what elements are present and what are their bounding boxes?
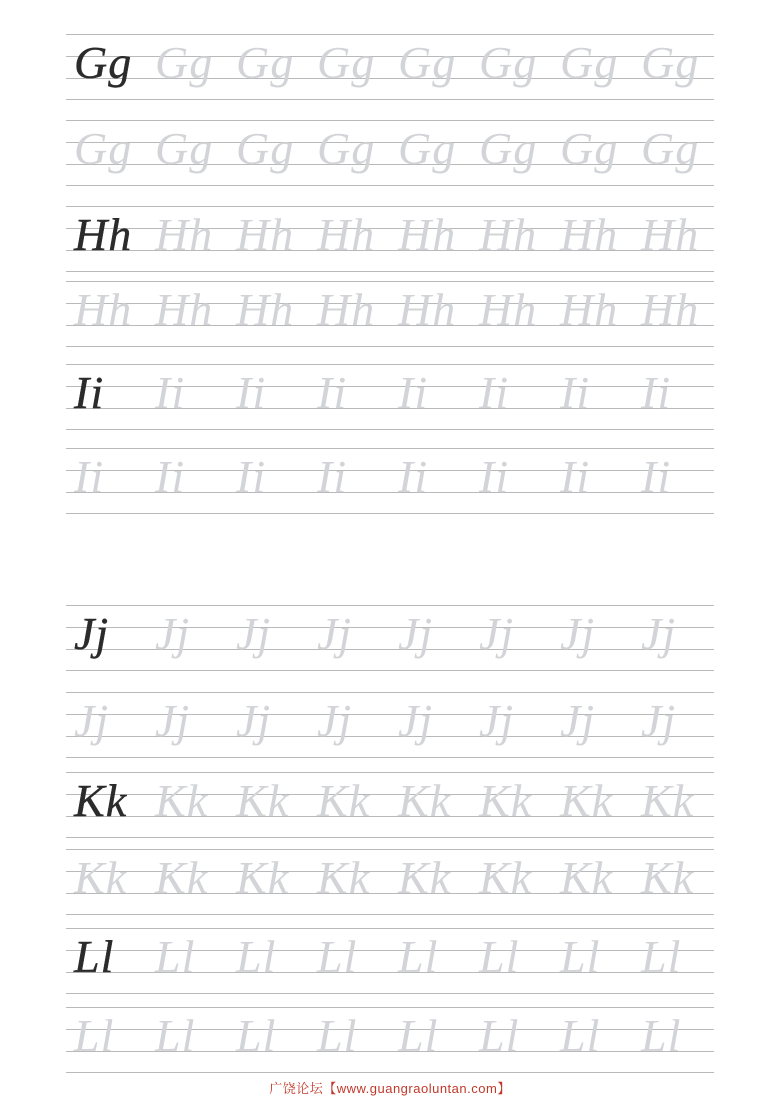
uppercase-letter: L [74,1010,101,1061]
lowercase-letter: g [270,37,295,88]
lowercase-letter: i [90,451,105,502]
lowercase-letter: i [576,367,591,418]
lowercase-letter: l [181,1010,196,1061]
lowercase-letter: k [186,775,209,826]
four-line-staff [66,605,714,671]
lowercase-letter: k [186,852,209,903]
lowercase-letter: h [108,209,133,260]
uppercase-letter: L [479,1010,506,1061]
uppercase-letter: G [641,123,676,174]
lowercase-letter: g [513,123,538,174]
lowercase-letter: k [510,775,533,826]
uppercase-letter: G [317,37,352,88]
lowercase-letter: k [267,775,290,826]
staff-line [66,364,714,365]
lowercase-letter: l [424,1010,439,1061]
lowercase-letter: g [270,123,295,174]
uppercase-letter: K [155,852,187,903]
uppercase-letter: J [479,695,501,746]
lowercase-letter: j [662,695,677,746]
uppercase-letter: J [641,608,663,659]
staff-line [66,1051,714,1052]
uppercase-letter: K [236,852,268,903]
uppercase-letter: G [479,123,514,174]
lowercase-letter: g [513,37,538,88]
lowercase-letter: h [513,284,538,335]
lowercase-letter: l [181,931,196,982]
lowercase-letter: h [675,284,700,335]
staff-line [66,950,714,951]
staff-line [66,627,714,628]
uppercase-letter: H [398,284,433,335]
uppercase-letter: H [74,284,109,335]
staff-line [66,1007,714,1008]
lowercase-letter: h [432,284,457,335]
lowercase-letter: g [351,123,376,174]
uppercase-letter: H [641,209,676,260]
uppercase-letter: I [317,367,334,418]
uppercase-letter: H [317,209,352,260]
staff-line [66,470,714,471]
staff-line [66,78,714,79]
lowercase-letter: j [95,695,110,746]
staff-line [66,56,714,57]
uppercase-letter: L [155,931,182,982]
uppercase-letter: G [155,123,190,174]
lowercase-letter: l [100,931,115,982]
uppercase-letter: I [74,451,91,502]
uppercase-letter: I [641,367,658,418]
four-line-staff [66,849,714,915]
staff-line [66,757,714,758]
uppercase-letter: I [398,367,415,418]
staff-line [66,271,714,272]
uppercase-letter: K [74,775,106,826]
lowercase-letter: j [419,695,434,746]
uppercase-letter: J [479,608,501,659]
lowercase-letter: l [262,1010,277,1061]
staff-line [66,34,714,35]
uppercase-letter: L [641,931,668,982]
lowercase-letter: l [343,931,358,982]
lowercase-letter: l [505,1010,520,1061]
lowercase-letter: l [505,931,520,982]
uppercase-letter: G [74,37,109,88]
uppercase-letter: L [74,931,101,982]
staff-line [66,1029,714,1030]
lowercase-letter: h [351,284,376,335]
lowercase-letter: k [267,852,290,903]
lowercase-letter: j [338,608,353,659]
uppercase-letter: H [560,284,595,335]
uppercase-letter: G [479,37,514,88]
lowercase-letter: k [348,775,371,826]
practice-row [66,1007,714,1073]
lowercase-letter: k [510,852,533,903]
staff-line [66,448,714,449]
uppercase-letter: H [479,209,514,260]
staff-line [66,513,714,514]
lowercase-letter: j [338,695,353,746]
uppercase-letter: G [236,123,271,174]
lowercase-letter: g [594,37,619,88]
uppercase-letter: J [317,608,339,659]
lowercase-letter: h [189,284,214,335]
uppercase-letter: I [641,451,658,502]
lowercase-letter: g [594,123,619,174]
uppercase-letter: I [155,367,172,418]
four-line-staff [66,206,714,272]
footer-watermark [0,1078,780,1097]
lowercase-letter: j [176,695,191,746]
uppercase-letter: G [155,37,190,88]
uppercase-letter: J [74,695,96,746]
staff-line [66,1072,714,1073]
uppercase-letter: L [479,931,506,982]
staff-line [66,849,714,850]
uppercase-letter: L [317,931,344,982]
lowercase-letter: j [176,608,191,659]
staff-line [66,670,714,671]
lowercase-letter: k [672,775,695,826]
lowercase-letter: i [495,367,510,418]
lowercase-letter: i [252,367,267,418]
lowercase-letter: g [351,37,376,88]
staff-line [66,736,714,737]
uppercase-letter: K [560,775,592,826]
practice-row [66,206,714,272]
uppercase-letter: G [317,123,352,174]
uppercase-letter: H [641,284,676,335]
staff-line [66,914,714,915]
uppercase-letter: H [155,209,190,260]
lowercase-letter: g [675,123,700,174]
uppercase-letter: H [398,209,433,260]
lowercase-letter: g [108,37,133,88]
lowercase-letter: k [429,775,452,826]
lowercase-letter: i [171,367,186,418]
uppercase-letter: I [236,367,253,418]
practice-row [66,605,714,671]
uppercase-letter: L [155,1010,182,1061]
practice-row [66,692,714,758]
lowercase-letter: j [581,695,596,746]
uppercase-letter: K [317,775,349,826]
footer-watermark-text: 广饶论坛【www.guangraoluntan.com】 [269,1081,511,1096]
staff-line [66,714,714,715]
uppercase-letter: K [479,775,511,826]
uppercase-letter: I [479,367,496,418]
uppercase-letter: L [560,1010,587,1061]
lowercase-letter: g [189,37,214,88]
staff-line [66,893,714,894]
uppercase-letter: J [560,695,582,746]
lowercase-letter: g [432,123,457,174]
lowercase-letter: i [657,367,672,418]
lowercase-letter: i [414,367,429,418]
staff-line [66,649,714,650]
lowercase-letter: h [270,209,295,260]
uppercase-letter: G [398,123,433,174]
staff-line [66,816,714,817]
uppercase-letter: H [74,209,109,260]
uppercase-letter: G [560,123,595,174]
staff-line [66,250,714,251]
practice-row [66,772,714,838]
lowercase-letter: i [171,451,186,502]
uppercase-letter: K [641,775,673,826]
staff-line [66,185,714,186]
four-line-staff [66,364,714,430]
lowercase-letter: l [586,1010,601,1061]
uppercase-letter: L [560,931,587,982]
four-line-staff [66,692,714,758]
four-line-staff [66,120,714,186]
lowercase-letter: l [424,931,439,982]
staff-line [66,164,714,165]
staff-line [66,325,714,326]
lowercase-letter: h [189,209,214,260]
staff-line [66,142,714,143]
uppercase-letter: J [155,608,177,659]
uppercase-letter: J [398,608,420,659]
lowercase-letter: h [432,209,457,260]
uppercase-letter: L [236,931,263,982]
uppercase-letter: I [560,451,577,502]
uppercase-letter: H [155,284,190,335]
four-line-staff [66,1007,714,1073]
uppercase-letter: L [398,1010,425,1061]
staff-line [66,928,714,929]
staff-line [66,99,714,100]
lowercase-letter: h [513,209,538,260]
staff-line [66,281,714,282]
lowercase-letter: j [257,608,272,659]
staff-line [66,871,714,872]
uppercase-letter: K [74,852,106,903]
uppercase-letter: H [236,284,271,335]
uppercase-letter: I [317,451,334,502]
lowercase-letter: h [270,284,295,335]
staff-line [66,386,714,387]
lowercase-letter: h [594,209,619,260]
uppercase-letter: I [155,451,172,502]
lowercase-letter: j [500,695,515,746]
lowercase-letter: j [95,608,110,659]
four-line-staff [66,448,714,514]
uppercase-letter: G [236,37,271,88]
lowercase-letter: j [419,608,434,659]
staff-line [66,429,714,430]
uppercase-letter: H [317,284,352,335]
staff-line [66,772,714,773]
lowercase-letter: l [262,931,277,982]
practice-row [66,120,714,186]
lowercase-letter: i [333,367,348,418]
uppercase-letter: H [560,209,595,260]
lowercase-letter: k [348,852,371,903]
lowercase-letter: k [105,852,128,903]
lowercase-letter: h [594,284,619,335]
lowercase-letter: i [90,367,105,418]
staff-line [66,206,714,207]
lowercase-letter: k [672,852,695,903]
uppercase-letter: K [479,852,511,903]
lowercase-letter: i [333,451,348,502]
staff-line [66,303,714,304]
practice-row [66,281,714,347]
lowercase-letter: j [500,608,515,659]
uppercase-letter: K [560,852,592,903]
uppercase-letter: H [479,284,514,335]
staff-line [66,993,714,994]
uppercase-letter: J [74,608,96,659]
uppercase-letter: G [74,123,109,174]
lowercase-letter: j [581,608,596,659]
lowercase-letter: l [586,931,601,982]
lowercase-letter: h [351,209,376,260]
lowercase-letter: i [657,451,672,502]
lowercase-letter: i [414,451,429,502]
lowercase-letter: g [432,37,457,88]
uppercase-letter: H [236,209,271,260]
lowercase-letter: k [591,775,614,826]
lowercase-letter: j [257,695,272,746]
practice-row [66,928,714,994]
uppercase-letter: J [317,695,339,746]
uppercase-letter: L [317,1010,344,1061]
lowercase-letter: g [108,123,133,174]
uppercase-letter: K [641,852,673,903]
four-line-staff [66,281,714,347]
uppercase-letter: L [641,1010,668,1061]
lowercase-letter: j [662,608,677,659]
uppercase-letter: I [74,367,91,418]
uppercase-letter: L [236,1010,263,1061]
lowercase-letter: g [189,123,214,174]
staff-line [66,692,714,693]
uppercase-letter: G [641,37,676,88]
practice-row [66,849,714,915]
lowercase-letter: i [495,451,510,502]
staff-line [66,408,714,409]
uppercase-letter: J [236,608,258,659]
uppercase-letter: K [155,775,187,826]
staff-line [66,837,714,838]
uppercase-letter: J [641,695,663,746]
lowercase-letter: h [675,209,700,260]
staff-line [66,346,714,347]
four-line-staff [66,34,714,100]
four-line-staff [66,772,714,838]
staff-line [66,972,714,973]
four-line-staff [66,928,714,994]
practice-row [66,364,714,430]
uppercase-letter: I [398,451,415,502]
staff-line [66,794,714,795]
uppercase-letter: G [398,37,433,88]
practice-row [66,448,714,514]
lowercase-letter: h [108,284,133,335]
uppercase-letter: I [560,367,577,418]
lowercase-letter: l [343,1010,358,1061]
uppercase-letter: K [398,852,430,903]
lowercase-letter: i [576,451,591,502]
uppercase-letter: J [560,608,582,659]
lowercase-letter: k [429,852,452,903]
uppercase-letter: I [479,451,496,502]
staff-line [66,228,714,229]
lowercase-letter: l [100,1010,115,1061]
staff-line [66,492,714,493]
uppercase-letter: L [398,931,425,982]
lowercase-letter: i [252,451,267,502]
uppercase-letter: J [398,695,420,746]
lowercase-letter: l [667,931,682,982]
staff-line [66,605,714,606]
uppercase-letter: K [317,852,349,903]
uppercase-letter: K [398,775,430,826]
uppercase-letter: K [236,775,268,826]
lowercase-letter: k [105,775,128,826]
practice-row [66,34,714,100]
uppercase-letter: J [236,695,258,746]
lowercase-letter: g [675,37,700,88]
lowercase-letter: l [667,1010,682,1061]
uppercase-letter: J [155,695,177,746]
uppercase-letter: I [236,451,253,502]
uppercase-letter: G [560,37,595,88]
staff-line [66,120,714,121]
lowercase-letter: k [591,852,614,903]
